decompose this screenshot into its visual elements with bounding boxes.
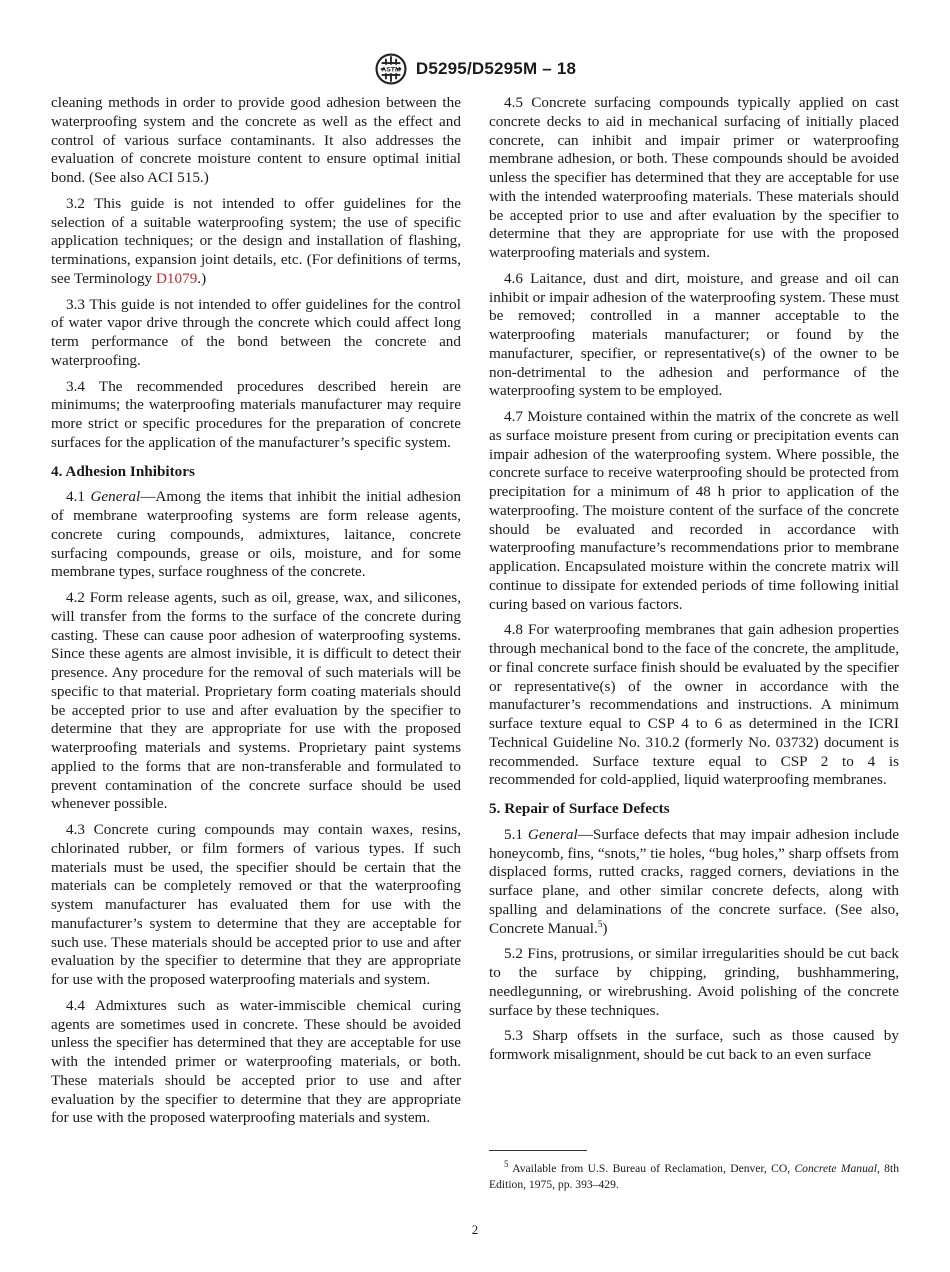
paragraph-4-6: 4.6 Laitance, dust and dirt, moisture, and grease and oil can inhibit or impair adhesion of the waterproofing system. These must be removed; controlled in a manner acceptable to the waterproofing materials manufacturer; or found by the manufacturer, specifier, or representative(s) of the owner to be non-detrimental to the adhesion and performance of the waterproofing system to be employed. xyxy=(489,269,899,400)
paragraph-4-1: 4.1 General—Among the items that inhibit the initial adhesion of membrane waterproofing systems are form release agents, concrete curing compounds, admixtures, laitance, concrete surfacing compounds, grease or oils, moisture, and for some membrane types, surface roughness of the concrete. xyxy=(51,488,461,581)
footnote-5: $^5$ Available from U.S. Bureau of Reclamation, Denver, CO, Concrete Manual, 8th Edition, 1975, pp. 393–429. xyxy=(489,1159,899,1191)
paragraph-5-3: 5.3 Sharp offsets in the surface, such as those caused by formwork misalignment, should be cut back to an even surface xyxy=(489,1027,899,1063)
astm-logo-icon xyxy=(374,52,408,86)
paragraph-3-4: 3.4 The recommended procedures described herein are minimums; the waterproofing materials manufacturer may require more strict or specific procedures for the preparation of concrete surfaces for the application of the manufacturer’s specific system. xyxy=(51,377,461,451)
paragraph-4-8: 4.8 For waterproofing membranes that gain adhesion properties through mechanical bond to the face of the concrete, the amplitude, or final concrete surface finish should be evaluated by the specifier or representative(s) of the owner in accordance with the manufacturer’s recommendations and instructions. A minimum surface texture equal to CSP 4 to 6 as determined in the ICRI Technical Guideline No. 310.2 (formerly No. 03732) document is recommended. Surface texture equal to CSP 2 to 4 is recommended for cold-applied, liquid waterproofing membranes. xyxy=(489,621,899,789)
paragraph-5-2: 5.2 Fins, protrusions, or similar irregularities should be cut back to the surface by chipping, grinding, bushhammering, needlegunning, or wirebrushing. Avoid polishing of the concrete surface by these techniques. xyxy=(489,945,899,1019)
footnote-ref[interactable]: 5 xyxy=(597,918,603,929)
paragraph-4-2: 4.2 Form release agents, such as oil, grease, wax, and silicones, will transfer from the forms to the surface of the concrete during casting. These can cause poor adhesion of waterproofing systems. Since these agents are almost invisible, it is difficult to detect their presence. Any procedure for the removal of such materials will be specific to that material. Proprietary form coating materials should be accepted prior to use and after evaluation by the specifier to determine that they are appropriate for use with the proposed waterproofing materials and systems. Proprietary paint systems applied to the forms that are non-transferable and formulated to prevent contamination of the concrete surface should be used whenever possible. xyxy=(51,589,461,813)
page-number: 2 xyxy=(471,1222,479,1237)
right-column xyxy=(489,94,899,1072)
paragraph-4-4: 4.4 Admixtures such as water-immiscible chemical curing agents are sometimes used in concrete. These should be avoided unless the specifier has determined that they are acceptable for use with the intended primer or waterproofing materials, or both. These materials should be accepted prior to use and after evaluation by the specifier to determine that they are appropriate for use with the proposed waterproofing materials and system. xyxy=(51,996,461,1127)
paragraph-continued: cleaning methods in order to provide good adhesion between the waterproofing system and the concrete as well as the effect and control of various surface contaminants. It also addresses the evaluation of concrete moisture content to ensure optimal initial bond. (See also ACI 515.) xyxy=(51,94,461,186)
paragraph-5-1: 5.1 General—Surface defects that may impair adhesion include honeycomb, fins, “snots,” tie holes, “bug holes,” sharp offsets from displaced forms, rutted cracks, ragged corners, deviations in the surface plane, and other similar concrete defects, along with spalling and delaminations of the concrete surface. (See also, Concrete Manual.$^5$) xyxy=(489,825,900,937)
section-heading-5: 5. Repair of Surface Defects xyxy=(489,800,670,817)
footnote-divider xyxy=(489,1150,587,1151)
left-column xyxy=(51,94,461,1135)
paragraph-4-3: 4.3 Concrete curing compounds may contain waxes, resins, chlorinated rubber, or film formers of various types. If such materials must be used, the specifier should be certain that the materials can be completely removed or that the waterproofing system manufacturer has evaluated them for use with the manufacturer’s system to determine that they are acceptable for such use. These materials should be accepted prior to use and after evaluation by the specifier to determine that they are appropriate for use with the proposed waterproofing materials and system. xyxy=(51,821,461,988)
paragraph-4-5: 4.5 Concrete surfacing compounds typically applied on cast concrete decks to aid in mechanical surfacing of initially placed concrete, can inhibit and impair primer or waterproofing membrane adhesion, or both. These compounds should be avoided unless the specifier has determined that they are acceptable for use with the intended waterproofing materials. These materials should be accepted prior to use and after evaluation by the specifier to determine that they are appropriate for use with the proposed waterproofing materials and system. xyxy=(489,94,899,261)
paragraph-4-7: 4.7 Moisture contained within the matrix of the concrete as well as surface moisture present from curing or precipitation events can impair adhesion of the waterproofing system. Where possible, the concrete surface to receive waterproofing should be protected from precipitation for a minimum of 48 h prior to application of the waterproofing. The moisture content of the surface of the concrete should be evaluated and recorded in accordance with waterproofing manufacture’s recommendations prior to membrane application. Encapsulated moisture within the concrete matrix will continue to dissipate for extended periods of time following initial curing based on various factors. xyxy=(489,408,899,613)
paragraph-3-2: 3.2 This guide is not intended to offer guidelines for the selection of a suitable waterproofing system; the use of specific application techniques; or the design and installation of flashing, terminations, expansion joint details, etc. (For definitions of terms, see Terminology D1079.) xyxy=(51,194,461,287)
paragraph-3-3: 3.3 This guide is not intended to offer guidelines for the control of water vapor drive through the concrete which could affect long term performance of the bond between the concrete and waterproofing. xyxy=(51,295,461,369)
section-heading-4: 4. Adhesion Inhibitors xyxy=(51,462,195,480)
document-designation: D5295/D5295M – 18 xyxy=(415,59,577,78)
footnote-area xyxy=(489,1150,899,1192)
link-d1079[interactable]: D1079 xyxy=(155,269,198,287)
svg-text:ASTM: ASTM xyxy=(381,66,401,74)
page-header xyxy=(0,52,950,91)
